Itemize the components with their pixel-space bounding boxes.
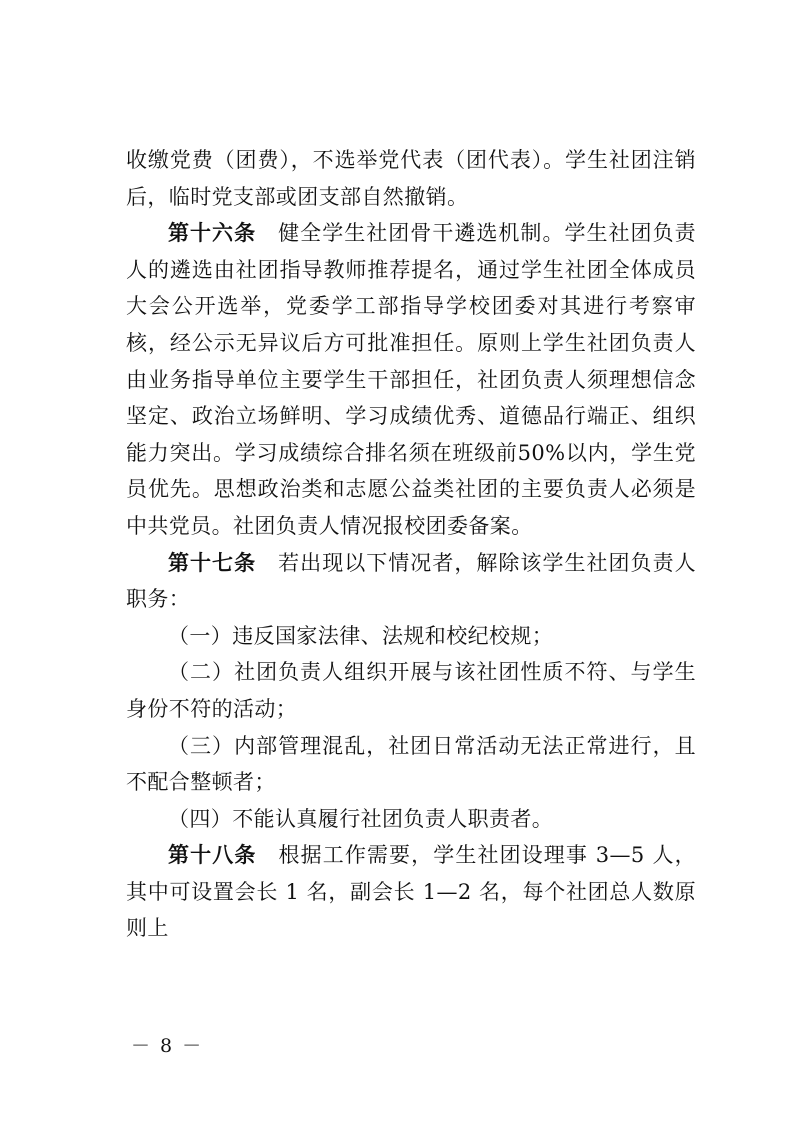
article-16 — [126, 215, 696, 544]
paragraph-text: 收缴党费（团费），不选举党代表（团代表）。学生社团注销后，临时党支部或团支部自然撤销。 — [126, 148, 696, 209]
list-item-2 — [126, 654, 696, 727]
paragraph-continuation — [126, 142, 696, 215]
paragraph-text: （三）内部管理混乱，社团日常活动无法正常进行，且不配合整顿者； — [126, 733, 696, 795]
page-number: － 8 － — [131, 1035, 204, 1057]
paragraph-text: 健全学生社团骨干遴选机制。学生社团负责人的遴选由社团指导教师推荐提名，通过学生社团全体成员大会公开选举，党委学工部指导学校团委对其进行考察审核，经公示无异议后方可批准担任。原则上学生社团负责人由业务指导单位主要学生干部担任，社团负责人须理想信念坚定、政治立场鲜明、学习成绩优秀、道德品行端正、组织能力突出。学习成绩综合排名须在班级前50%以内，学生党员优先。思想政治类和志愿公益类社团的主要负责人必须是中共党员。社团负责人情况报校团委备案。 — [126, 221, 696, 538]
article-17 — [126, 545, 696, 618]
paragraph-text: （二）社团负责人组织开展与该社团性质不符、与学生身份不符的活动； — [126, 660, 696, 721]
paragraph-text: （一）违反国家法律、法规和校纪校规； — [168, 623, 554, 648]
article-heading: 第十六条 — [168, 221, 257, 246]
article-heading: 第十八条 — [168, 843, 257, 868]
article-18 — [126, 837, 696, 947]
paragraph-text: （四）不能认真履行社团负责人职责者。 — [168, 806, 554, 831]
paragraph-text: 根据工作需要，学生社团设理事 3—5 人，其中可设置会长 1 名，副会长 1—2 名，每个社团总人数原则上 — [126, 843, 696, 941]
article-heading: 第十七条 — [168, 550, 257, 575]
paragraph-text: 若出现以下情况者，解除该学生社团负责人职务： — [126, 550, 696, 612]
list-item-3 — [126, 728, 696, 801]
list-item-1 — [126, 618, 696, 655]
document-body — [126, 142, 696, 947]
list-item-4 — [126, 801, 696, 838]
